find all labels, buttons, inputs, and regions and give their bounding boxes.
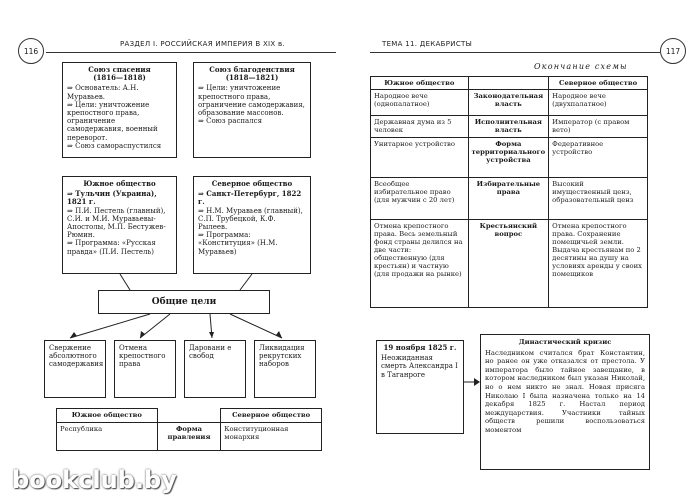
date-box (376, 340, 464, 434)
box-title: Южное общество (83, 179, 156, 188)
running-header-right: ТЕМА 11. ДЕКАБРИСТЫ (382, 40, 473, 48)
goal-box: Отмена крепостного права (114, 340, 176, 398)
box-years: (1816—1818) (93, 73, 146, 83)
box-title: Династический кризис (518, 338, 612, 346)
running-header-left: РАЗДЕЛ I. РОССИЙСКАЯ ИМПЕРИЯ В XIX в. (120, 40, 285, 48)
table-cell-mid: Законодательная власть (468, 90, 549, 116)
box-text: Наследником считался брат Константин, но ранее он уже отказался от престола. У императора было тайное завещание, в котором наследником был указан Николай, но о нем никто не знал. Новая присяга Николаю I была назначена только на 14 декабря 1825 г. Настал период междуцарствия. Участники тайных обществ решили воспользоваться моментом (485, 348, 645, 434)
arrow-icon (462, 376, 482, 388)
government-form-table (56, 408, 322, 451)
box-line: ⇒ Программа: «Русская правда» (П.И. Пестель) (67, 239, 156, 256)
table-cell-mid: Исполнительная власть (468, 116, 549, 138)
box-years: (1818—1821) (225, 73, 279, 83)
table-cell: Державная дума из 5 человек (371, 116, 469, 138)
box-line: ⇒ Н.М. Муравьев (главный), С.П. Трубецкой, К.Ф. Рылеев. (198, 206, 303, 232)
date-label: 19 ноября 1825 г. (383, 343, 457, 352)
goal-box: Свержение абсолютного самодержавия (44, 340, 106, 398)
box-title: Северное общество (211, 179, 293, 188)
scheme-continuation-label: Окончание схемы (534, 62, 628, 71)
box-line: ⇒ П.И. Пестель (главный), С.И. и М.И. Муравьевы-Апостолы, М.П. Бестужев-Рюмин. (67, 206, 166, 240)
table-cell: Отмена крепостного права. Сохранение помещичьей земли. Выдача крестьянам по 2 десятины на душу на условиях аренды у своих помещиков (549, 220, 648, 308)
goal-box: Ликвидация рекрутских наборов (254, 340, 316, 398)
box-line: ⇒ Тульчин (Украина), 1821 г. (67, 189, 157, 207)
date-event: Неожиданная смерть Александра I в Таганроге (381, 354, 458, 379)
table-cell-mid: Форма правления (157, 423, 221, 451)
box-title: Союз спасения (88, 65, 151, 74)
common-goals-box: Общие цели (98, 290, 270, 314)
page-number-right: 117 (660, 38, 686, 64)
box-line: ⇒ Союз самораспустился (67, 141, 162, 150)
societies-comparison-table (370, 76, 648, 308)
table-spacer (468, 77, 549, 90)
table-cell: Федеративное устройство (549, 138, 648, 178)
box-line: ⇒ Санкт-Петербург, 1822 г. (198, 189, 302, 207)
box-line: ⇒ Цели: уничтожение крепостного права, ограничение самодержавия, образование массонов. (198, 84, 305, 118)
table-cell: Отмена крепостного права. Весь земельный фонд страны делился на две части: общественную (для крестьян) и частную (для продажи на рынке) (371, 220, 469, 308)
box-line: ⇒ Программа: «Конституция» (Н.М. Муравьев) (198, 231, 278, 256)
page-number-left: 116 (18, 38, 44, 64)
box-line: ⇒ Основатель: А.Н. Муравьев. (67, 84, 139, 101)
table-cell: Император (с правом вето) (549, 116, 648, 138)
table-cell: Конституционная монархия (221, 423, 322, 451)
table-cell-mid: Избирательные права (468, 178, 549, 220)
table-cell: Всеобщее избирательное право (для мужчин с 20 лет) (371, 178, 469, 220)
table-cell: Республика (57, 423, 158, 451)
table-spacer (157, 409, 221, 423)
goal-box: Даровани е свобод (184, 340, 246, 398)
box-title: Союз благоденствия (209, 65, 295, 74)
table-cell: Унитарное устройство (371, 138, 469, 178)
table-cell-mid: Крестьянский вопрос (468, 220, 549, 308)
table-header: Северное общество (549, 77, 648, 90)
dynastic-crisis-box (480, 334, 650, 470)
table-header: Северное общество (221, 409, 322, 423)
box-line: ⇒ Союз распался (198, 117, 262, 126)
table-cell: Высокий имущественный ценз, образовательный ценз (549, 178, 648, 220)
table-cell: Народное вече (двухпалатное) (549, 90, 648, 116)
header-rule-right (370, 52, 660, 53)
table-header: Южное общество (371, 77, 469, 90)
table-header: Южное общество (57, 409, 158, 423)
table-cell-mid: Форма территориального устройства (468, 138, 549, 178)
box-line: ⇒ Цели: уничтожение крепостного права, ограничение самодержавия, военный переворот. (67, 100, 158, 142)
watermark: bookclub.by (12, 466, 177, 494)
table-cell: Народное вече (однопалатное) (371, 90, 469, 116)
